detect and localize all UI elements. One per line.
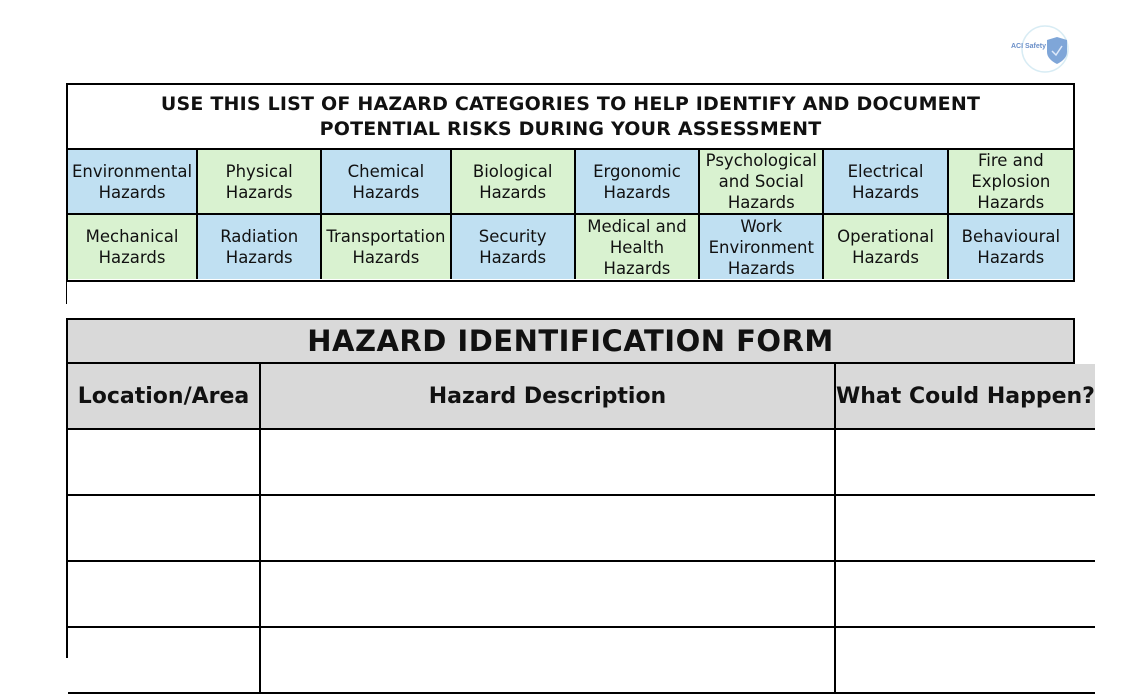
form-cell-hazard-description[interactable] xyxy=(261,628,836,694)
form-cell-hazard-description[interactable] xyxy=(261,430,836,496)
category-transportation-hazards: Transportation Hazards xyxy=(322,215,451,279)
form-cell-what-could-happen[interactable] xyxy=(836,496,1095,562)
form-cell-location-area[interactable] xyxy=(68,562,261,628)
hazard-identification-form xyxy=(66,318,1095,658)
form-cell-location-area[interactable] xyxy=(68,496,261,562)
category-biological-hazards: Biological Hazards xyxy=(452,150,576,215)
form-cell-hazard-description[interactable] xyxy=(261,496,836,562)
category-work-environment-hazards: Work Environment Hazards xyxy=(700,215,824,279)
category-operational-hazards: Operational Hazards xyxy=(824,215,948,279)
logo-text: ACI Safety xyxy=(1011,43,1047,50)
category-security-hazards: Security Hazards xyxy=(452,215,576,279)
category-psychological-and-social-hazards: Psychological and Social Hazards xyxy=(700,150,824,215)
categories-grid xyxy=(68,150,1073,279)
category-behavioural-hazards: Behavioural Hazards xyxy=(949,215,1073,279)
categories-instructions: USE THIS LIST OF HAZARD CATEGORIES TO HELP IDENTIFY AND DOCUMENT POTENTIAL RISKS DURING YOUR ASSESSMENT xyxy=(68,85,1073,150)
category-physical-hazards: Physical Hazards xyxy=(198,150,322,215)
divider-line xyxy=(66,282,67,304)
column-header-hazard-description: Hazard Description xyxy=(261,364,836,430)
form-cell-what-could-happen[interactable] xyxy=(836,562,1095,628)
category-medical-and-health-hazards: Medical and Health Hazards xyxy=(576,215,700,279)
category-fire-and-explosion-hazards: Fire and Explosion Hazards xyxy=(949,150,1073,215)
category-radiation-hazards: Radiation Hazards xyxy=(198,215,322,279)
column-header-what-could-happen: What Could Happen? xyxy=(836,364,1095,430)
form-cell-what-could-happen[interactable] xyxy=(836,430,1095,496)
form-cell-hazard-description[interactable] xyxy=(261,562,836,628)
category-chemical-hazards: Chemical Hazards xyxy=(322,150,451,215)
form-cell-location-area[interactable] xyxy=(68,628,261,694)
form-cell-what-could-happen[interactable] xyxy=(836,628,1095,694)
category-ergonomic-hazards: Ergonomic Hazards xyxy=(576,150,700,215)
hazard-categories-panel xyxy=(66,83,1075,282)
form-table xyxy=(68,364,1095,694)
form-cell-location-area[interactable] xyxy=(68,430,261,496)
category-environmental-hazards: Environmental Hazards xyxy=(68,150,198,215)
form-title: HAZARD IDENTIFICATION FORM xyxy=(68,320,1073,364)
category-mechanical-hazards: Mechanical Hazards xyxy=(68,215,198,279)
category-electrical-hazards: Electrical Hazards xyxy=(824,150,948,215)
aci-safety-logo xyxy=(1004,25,1070,73)
column-header-location-area: Location/Area xyxy=(68,364,261,430)
